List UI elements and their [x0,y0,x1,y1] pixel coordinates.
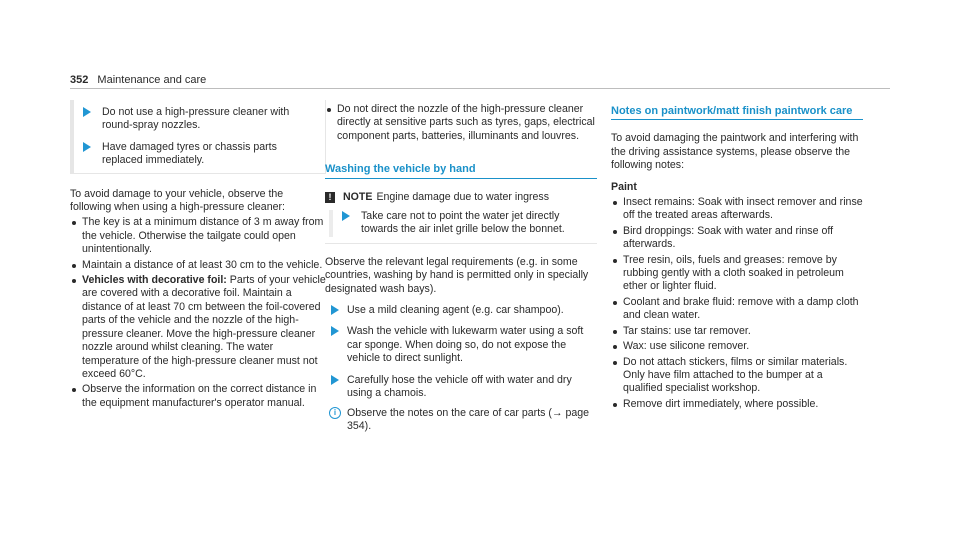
intro-paragraph: To avoid damage to your vehicle, observe the following when using a high-pressure cleaner: [70,187,285,214]
paragraph: Observe the relevant legal requirements (e.g. in some countries, washing by hand is permitted only in specially designated wash bays). [325,255,589,295]
step-text: Use a mild cleaning agent (e.g. car shampoo). [347,304,564,317]
instruction-step [325,325,597,365]
list-item [70,274,326,381]
page-number: 352 [70,74,89,86]
list-item: Tar stains: use tar remover. [611,325,863,338]
info-text[interactable]: Observe the notes on the care of car parts (→ page 354). [347,406,590,432]
step-arrow-icon [83,142,91,152]
step-arrow-icon [83,107,91,117]
step-arrow-icon [342,211,350,221]
list-item: Observe the information on the correct distance in the equipment manufacturer's operator manual. [70,383,326,410]
info-icon: i [329,407,341,419]
step-text: Have damaged tyres or chassis parts replaced immediately. [102,140,277,167]
step-arrow-icon [331,326,339,336]
instruction-step [325,304,597,317]
warning-icon: ! [325,192,335,203]
header-divider [70,88,890,89]
step-text: Take care not to point the water jet directly towards the air inlet grille below the bonnet. [361,210,565,236]
instruction-step [329,210,597,237]
step-arrow-icon [331,305,339,315]
intro-paragraph: To avoid damaging the paintwork and interfering with the driving assistance systems, please observe the following notes: [611,132,859,172]
list-item: Do not attach stickers, films or similar materials. Only have film attached to the bumper at a qualified specialist workshop. [611,356,863,396]
note-header [325,191,597,204]
list-item: Tree resin, oils, fuels and greases: remove by rubbing gently with a cloth soaked in petroleum ether or lighter fluid. [611,254,863,294]
column-1 [70,100,326,412]
instruction-step [74,141,317,168]
list-item: Wax: use silicone remover. [611,340,863,353]
list-item: Coolant and brake fluid: remove with a damp cloth and clean water. [611,296,863,323]
column-3 [611,100,863,413]
subheading: Paint [611,180,637,193]
bullet-list [325,103,597,143]
instruction-step [74,106,317,133]
instruction-step [325,374,597,401]
note-label: NOTE [343,190,373,203]
list-item: Remove dirt immediately, where possible. [611,398,863,411]
section-heading: Notes on paintwork/matt finish paintwork care [611,105,863,120]
bullet-list [611,196,863,411]
list-item: Insect remains: Soak with insect remover and rinse off the treated areas afterwards. [611,196,863,223]
instruction-panel [70,100,326,174]
instruction-steps [325,304,597,400]
page-header [70,74,206,87]
bullet-list [70,216,326,410]
list-item: Bird droppings: Soak with water and rinse off afterwards. [611,225,863,252]
list-item: Maintain a distance of at least 30 cm to the vehicle. [70,259,326,272]
column-2 [325,100,597,433]
step-text: Do not use a high-pressure cleaner with round-spray nozzles. [102,106,290,132]
note-panel [325,204,597,244]
note-title: Engine damage due to water ingress [376,190,549,203]
list-item: Do not direct the nozzle of the high-pressure cleaner directly at sensitive parts such as tyres, gaps, electrical component parts, batteries, illuminants and louvres. [325,103,597,143]
list-item: The key is at a minimum distance of 3 m away from the vehicle. Otherwise the tailgate could open unintentionally. [70,216,326,256]
section-title: Maintenance and care [97,74,207,86]
step-text: Carefully hose the vehicle off with water and dry using a chamois. [347,373,572,400]
info-note [325,407,597,434]
list-item-text: Parts of your vehicle are covered with a decorative foil. Maintain a distance of at least 70 cm between the foil-covered parts of the vehicle and the nozzle of the high-pressure cleaner. Move the high-pressure cleaner nozzle around whilst cleaning. The water temperature of the high-pressure cleaner must not exceed 60°C. [82,274,326,380]
step-arrow-icon [331,375,339,385]
section-heading: Washing the vehicle by hand [325,163,597,178]
step-text: Wash the vehicle with lukewarm water using a soft car sponge. When doing so, do not expose the vehicle to direct sunlight. [347,325,584,365]
bold-label: Vehicles with decorative foil: [82,274,227,287]
